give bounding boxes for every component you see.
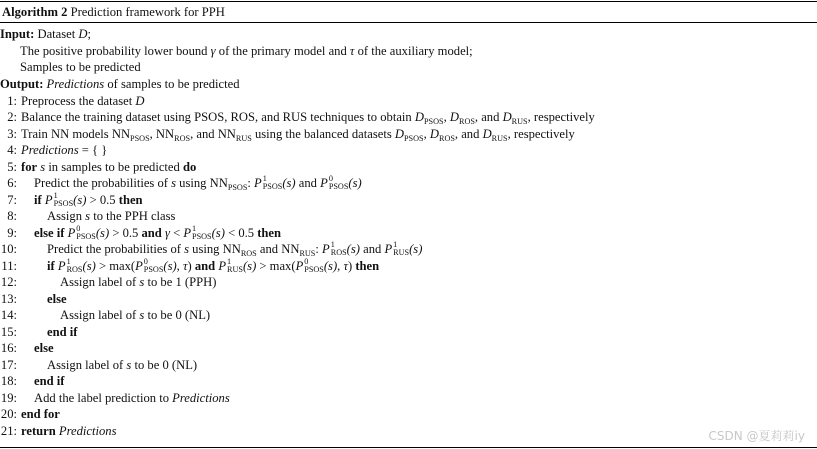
step-text: Assign label of [60,275,137,289]
math-var: P [254,176,262,190]
step-text: Assign label of [60,308,137,322]
line-number: 3: [7,126,17,141]
algorithm-title [2,5,225,20]
input-line2-mid: of the primary model and [218,43,347,58]
step-text: using NN [179,176,228,190]
keyword-if: if [47,258,55,273]
line-number: 7: [7,192,17,207]
math-sup: 1 [262,174,267,184]
step-text: and [298,176,317,190]
keyword-for: for [21,159,38,174]
line-number: 12: [0,275,17,289]
step-16 [0,340,54,357]
math-sub: PSOS [423,117,444,126]
math-var: P [218,258,227,273]
line-number: 13: [0,291,17,306]
keyword-else: else [34,341,54,355]
keyword-and: and [194,258,216,273]
math-arg: (s) [95,225,110,240]
step-var: Predictions [58,423,117,438]
line-number: 14: [0,308,17,322]
step-1 [0,93,144,110]
keyword-else-if: else if [34,225,65,240]
input-label: Input: [0,27,35,41]
math-var: D [429,126,439,141]
step-7 [0,192,143,209]
step-text: to be 0 (NL) [134,357,198,372]
math-arg: (s) [73,192,87,207]
line-number: 18: [0,374,17,388]
keyword-end-if: end if [47,324,78,339]
math-sub: ROS [174,133,191,143]
step-text: and [363,242,382,256]
step-18 [0,373,64,390]
math-sub: ROS [240,249,257,258]
math-arg: (s) [82,258,96,273]
step-4 [0,142,107,159]
math-sup: 1 [227,256,232,266]
line-number: 1: [7,93,17,108]
math-supsub [263,175,283,191]
math-sub: ROS [66,264,83,274]
line-number: 2: [7,110,17,124]
math-sub: PSOS [404,133,424,143]
input-line3: Samples to be predicted [20,60,141,74]
math-sup: 1 [330,240,335,250]
keyword-then: then [355,258,380,273]
math-sup: 0 [143,256,148,266]
math-arg: (s) [163,258,177,273]
step-text: > max( [259,258,296,273]
step-text: > 0.5 [112,225,139,240]
line-number: 6: [7,176,17,190]
step-text: > max( [98,258,136,273]
step-var: s [40,159,46,174]
keyword-end-if: end if [34,374,65,388]
step-12 [0,274,216,291]
line-number: 4: [7,143,17,157]
header-rule [0,22,817,23]
step-text: : [315,242,319,256]
math-var: P [183,225,192,240]
math-supsub [331,241,347,257]
math-sub: PSOS [76,231,96,241]
math-sup: 1 [192,223,197,233]
algorithm-title-text: Prediction framework for PPH [70,5,225,19]
math-var: P [67,225,76,240]
tau-symbol: τ [349,43,355,58]
step-text: < [173,225,181,240]
math-var: D [414,110,424,124]
input-line-2 [20,43,473,60]
watermark: CSDN @夏莉莉iy [708,429,805,443]
output-label: Output: [0,77,44,91]
math-var: P [44,192,53,207]
top-rule [0,1,817,2]
math-var: s [139,275,145,289]
math-sup: 0 [76,223,81,233]
math-sub: RUS [299,249,316,258]
algorithm-number: Algorithm 2 [2,5,68,19]
input-dataset-var: D [78,27,88,41]
math-var: P [320,176,328,190]
step-text: and NN [259,242,300,256]
step-6 [0,175,362,192]
math-sub: PSOS [143,264,164,274]
step-10 [0,241,422,258]
keyword-if: if [34,192,42,207]
math-sub: PSOS [227,183,248,192]
step-text: using the balanced datasets [254,126,392,141]
step-14 [0,307,210,324]
step-13 [0,291,67,308]
keyword-then: then [118,192,143,207]
output-var: Predictions [46,77,105,91]
keyword-and: and [141,225,162,240]
math-arg: (s) [242,258,257,273]
math-supsub [304,258,324,274]
math-arg: (s) [323,258,338,273]
step-text: to the PPH class [93,209,176,223]
step-text: in samples to be predicted [48,159,180,174]
math-sub: ROS [438,133,455,143]
step-3: 3: Train NN models $NN_{PSOS}$, $NN_{ROS}$, and $NN_{RUS}$ using the balanced datasets $D_{PSOS}$, $D_{ROS}$, and $D_{RUS}$, respectively [0,126,575,143]
bottom-rule [0,447,817,448]
step-text: Predict the probabilities of [34,176,168,190]
math-sub: PSOS [328,182,349,192]
math-supsub [192,225,212,241]
math-sup: 1 [53,190,58,200]
step-19 [0,390,230,407]
step-text: : [247,176,251,190]
keyword-else: else [47,291,67,306]
math-arg: (s) [348,176,362,190]
math-var: s [171,176,177,190]
math-sub: PSOS [192,231,212,241]
step-text: , and NN [190,126,236,141]
math-sub: PSOS [130,133,150,143]
math-sub: PSOS [262,182,283,192]
math-var: τ [182,258,188,273]
math-sub: PSOS [53,198,74,208]
step-var: D [135,93,145,108]
step-text: , respectively [527,110,595,124]
step-8 [0,208,175,225]
math-var: P [57,258,66,273]
math-arg: (s) [211,225,225,240]
math-sub: RUS [235,133,252,143]
step-text: using NN [192,242,241,256]
keyword-return: return [21,423,56,438]
input-line2-pre: The positive probability lower bound [20,43,208,58]
math-sub: RUS [511,117,528,126]
output-line [0,76,240,93]
math-var: D [394,126,404,141]
step-2 [0,109,595,126]
step-text: , and [474,110,500,124]
step-text: Preprocess the dataset [21,93,133,108]
input-line2-post: of the auxiliary model; [357,43,473,58]
line-number: 9: [7,225,17,240]
math-var: s [85,209,91,223]
step-20 [0,406,60,423]
step-text: Predict the probabilities of [47,242,181,256]
step-text: = { } [81,143,108,157]
math-sub: RUS [227,264,243,274]
math-sub: PSOS [304,264,324,274]
step-21 [0,423,117,440]
step-5 [0,159,196,176]
math-var: D [449,110,459,124]
line-number: 17: [0,357,17,372]
step-text: , [337,258,341,273]
math-arg: (s) [282,176,296,190]
step-text: < 0.5 [228,225,255,240]
keyword-then: then [257,225,282,240]
math-sub: RUS [393,248,410,258]
math-var: D [482,126,492,141]
math-var: s [184,242,190,256]
step-text: to be 1 (PPH) [147,275,217,289]
math-supsub [144,258,164,274]
math-supsub [67,258,83,274]
step-text: , [443,110,447,124]
input-line-3 [20,59,141,76]
line-number: 10: [0,242,17,256]
line-number: 16: [0,341,17,355]
line-number: 21: [0,423,17,438]
line-number: 11: [1,258,17,273]
math-var: P [135,258,143,273]
line-number: 15: [0,324,17,339]
keyword-do: do [182,159,197,174]
step-15 [0,324,77,341]
math-var: γ [164,225,170,240]
step-text: , respectively [507,126,575,141]
math-var: τ [343,258,348,273]
math-supsub [329,175,349,191]
step-17 [0,357,197,374]
math-sup: 0 [304,256,309,266]
output-text: of samples to be predicted [107,77,240,91]
math-sub: ROS [330,248,347,258]
step-text: ) [347,258,353,273]
line-number: 19: [0,390,17,405]
keyword-end-for: end for [21,407,60,421]
math-var: P [322,242,330,256]
math-var: P [384,242,393,256]
line-number: 20: [0,407,17,421]
step-text: Assign [47,209,82,223]
math-arg: (s) [346,242,360,256]
math-var: s [126,357,132,372]
math-supsub [76,225,96,241]
step-text: to be 0 (NL) [147,308,211,322]
step-text: Train NN models NN [21,126,131,141]
math-sup: 0 [328,174,333,184]
step-var: Predictions [21,143,79,157]
math-arg: (s) [409,242,423,256]
gamma-symbol: γ [210,43,216,58]
line-number: 8: [7,209,17,223]
step-text: > 0.5 [89,192,116,207]
math-sub: RUS [491,133,508,143]
step-text: Add the label prediction to [34,390,169,405]
step-11 [0,258,379,275]
step-var: Predictions [172,390,230,405]
math-sup: 1 [66,256,71,266]
step-text: Assign label of [47,357,124,372]
step-text: , NN [149,126,175,141]
step-9 [0,225,281,242]
step-text: , [176,258,180,273]
math-var: D [502,110,512,124]
math-var: s [139,308,145,322]
math-sup: 1 [393,240,398,250]
math-var: P [295,258,304,273]
input-dataset: Dataset [37,27,76,41]
step-text: Balance the training dataset using PSOS, ROS, and RUS techniques to obtain [21,110,412,124]
math-supsub [54,192,74,208]
line-number: 5: [7,159,17,174]
math-supsub [227,258,243,274]
math-supsub [393,241,409,257]
input-line: Input: Dataset D; [0,27,91,41]
step-text: ) [187,258,192,273]
math-sub: ROS [458,117,475,126]
